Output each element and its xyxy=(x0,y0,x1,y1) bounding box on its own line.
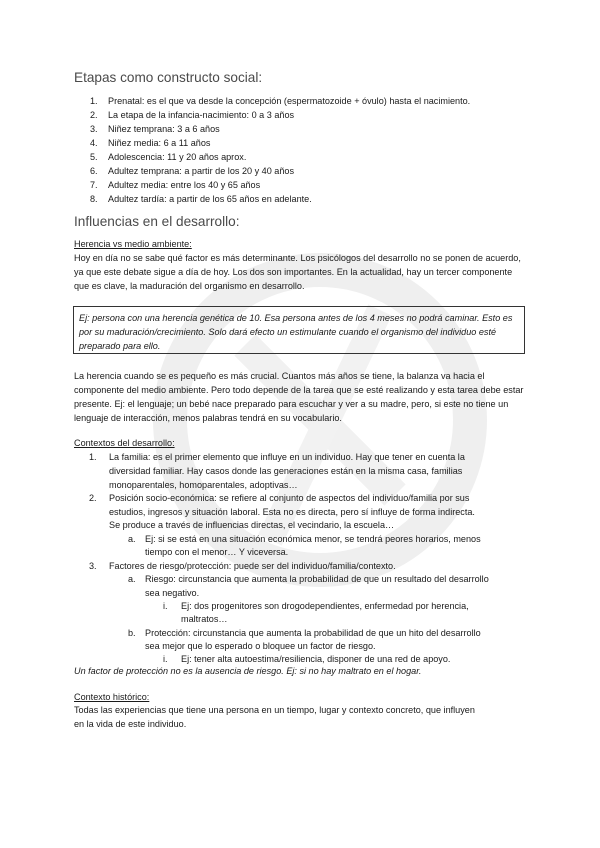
list-number: 3. xyxy=(89,561,97,571)
list-item: 4. Niñez media: 6 a 11 años xyxy=(90,138,211,148)
list-item: 6. Adultez temprana: a partir de los 20 y 40 años xyxy=(90,166,295,176)
list-letter: a. xyxy=(128,574,136,584)
history-heading: Contexto histórico: xyxy=(74,692,150,702)
context-line: maltratos… xyxy=(181,614,228,624)
context-line: estudios, ingresos y situación laboral. Esta no es directa, pero sí influye de forma indirecta. xyxy=(109,507,475,517)
context-line: Posición socio-económica: se refiere al conjunto de aspectos del individuo/familia por sus xyxy=(109,493,470,503)
context-line: Riesgo: circunstancia que aumenta la probabilidad de que un resultado del desarrollo xyxy=(145,574,489,584)
context-line: sea negativo. xyxy=(145,588,200,598)
list-item: 8. Adultez tardía: a partir de los 65 años en adelante. xyxy=(90,194,312,204)
stages-title: Etapas como constructo social: xyxy=(74,70,263,85)
list-item: 7. Adultez media: entre los 40 y 65 años xyxy=(90,180,261,190)
example-text: Ej: persona con una herencia genética de 10. Esa persona antes de los 4 meses no podrá caminar. Esto es por su maduración/crecimiento. Solo dará efecto un estimulante cuando el organismo del individuo esté preparado para ello. xyxy=(79,313,513,351)
context-line: Protección: circunstancia que aumenta la probabilidad de que un hito del desarrollo xyxy=(145,628,481,638)
heredity-heading: Herencia vs medio ambiente: xyxy=(74,239,192,249)
list-number: 1. xyxy=(89,452,97,462)
context-line: Factores de riesgo/protección: puede ser del individuo/familia/contexto. xyxy=(109,561,396,571)
list-item: 3. Niñez temprana: 3 a 6 años xyxy=(90,124,220,134)
heredity-paragraph: Hoy en día no se sabe qué factor es más determinante. Los psicólogos del desarrollo no se ponen de acuerdo, ya que este debate sigue a día de hoy. Los dos son importantes. En la actualidad, hay un tercer componente que es clave, la maduración del organismo en desarrollo. xyxy=(74,253,521,291)
list-item: 2. La etapa de la infancia-nacimiento: 0 a 3 años xyxy=(90,110,295,120)
history-line: Todas las experiencias que tiene una persona en un tiempo, lugar y contexto concreto, que influyen xyxy=(74,705,475,715)
list-letter: a. xyxy=(128,534,136,544)
stages-list xyxy=(74,94,588,206)
list-item: 1. Prenatal: es el que va desde la concepción (espermatozoide + óvulo) hasta el nacimiento. xyxy=(90,96,471,106)
context-line: monoparentales, homoparentales, adoptivas… xyxy=(109,480,298,490)
list-roman: i. xyxy=(163,654,168,664)
context-line: Ej: tener alta autoestima/resiliencia, disponer de una red de apoyo. xyxy=(181,654,451,664)
history-line: en la vida de este individuo. xyxy=(74,719,187,729)
list-number: 2. xyxy=(89,493,97,503)
context-line: sea mejor que lo esperado o bloquee un factor de riesgo. xyxy=(145,641,376,651)
protection-note: Un factor de protección no es la ausencia de riesgo. Ej: si no hay maltrato en el hogar. xyxy=(74,666,422,676)
context-line: La familia: es el primer elemento que influye en un individuo. Hay que tener en cuenta la xyxy=(109,452,465,462)
list-letter: b. xyxy=(128,628,136,638)
list-item: 5. Adolescencia: 11 y 20 años aprox. xyxy=(90,152,247,162)
context-line: Se produce a través de influencias directas, el vecindario, la escuela… xyxy=(109,520,395,530)
context-line: diversidad familiar. Hay casos donde las generaciones están en la misma casa, familias xyxy=(109,466,463,476)
heredity-paragraph-2: La herencia cuando se es pequeño es más crucial. Cuantos más años se tiene, la balanza va hacia el componente del medio ambiente. Pero todo depende de la tarea que se esté realizando y esta tarea debe estar presente. Ej: el lenguaje; un bebé nace preparado para escuchar y ver a su madre, pero, si este no tiene un lenguaje de interacción, menos palabras tendrá en su vocabulario. xyxy=(74,371,524,423)
contexts-heading: Contextos del desarrollo: xyxy=(74,438,175,448)
list-roman: i. xyxy=(163,601,168,611)
context-line: tiempo con el menor… Y viceversa. xyxy=(145,547,289,557)
context-line: Ej: dos progenitores son drogodependientes, enfermedad por herencia, xyxy=(181,601,469,611)
influences-title: Influencias en el desarrollo: xyxy=(74,214,240,229)
context-line: Ej: si se está en una situación económica menor, se tendrá peores horarios, menos xyxy=(145,534,481,544)
example-box xyxy=(73,306,525,354)
